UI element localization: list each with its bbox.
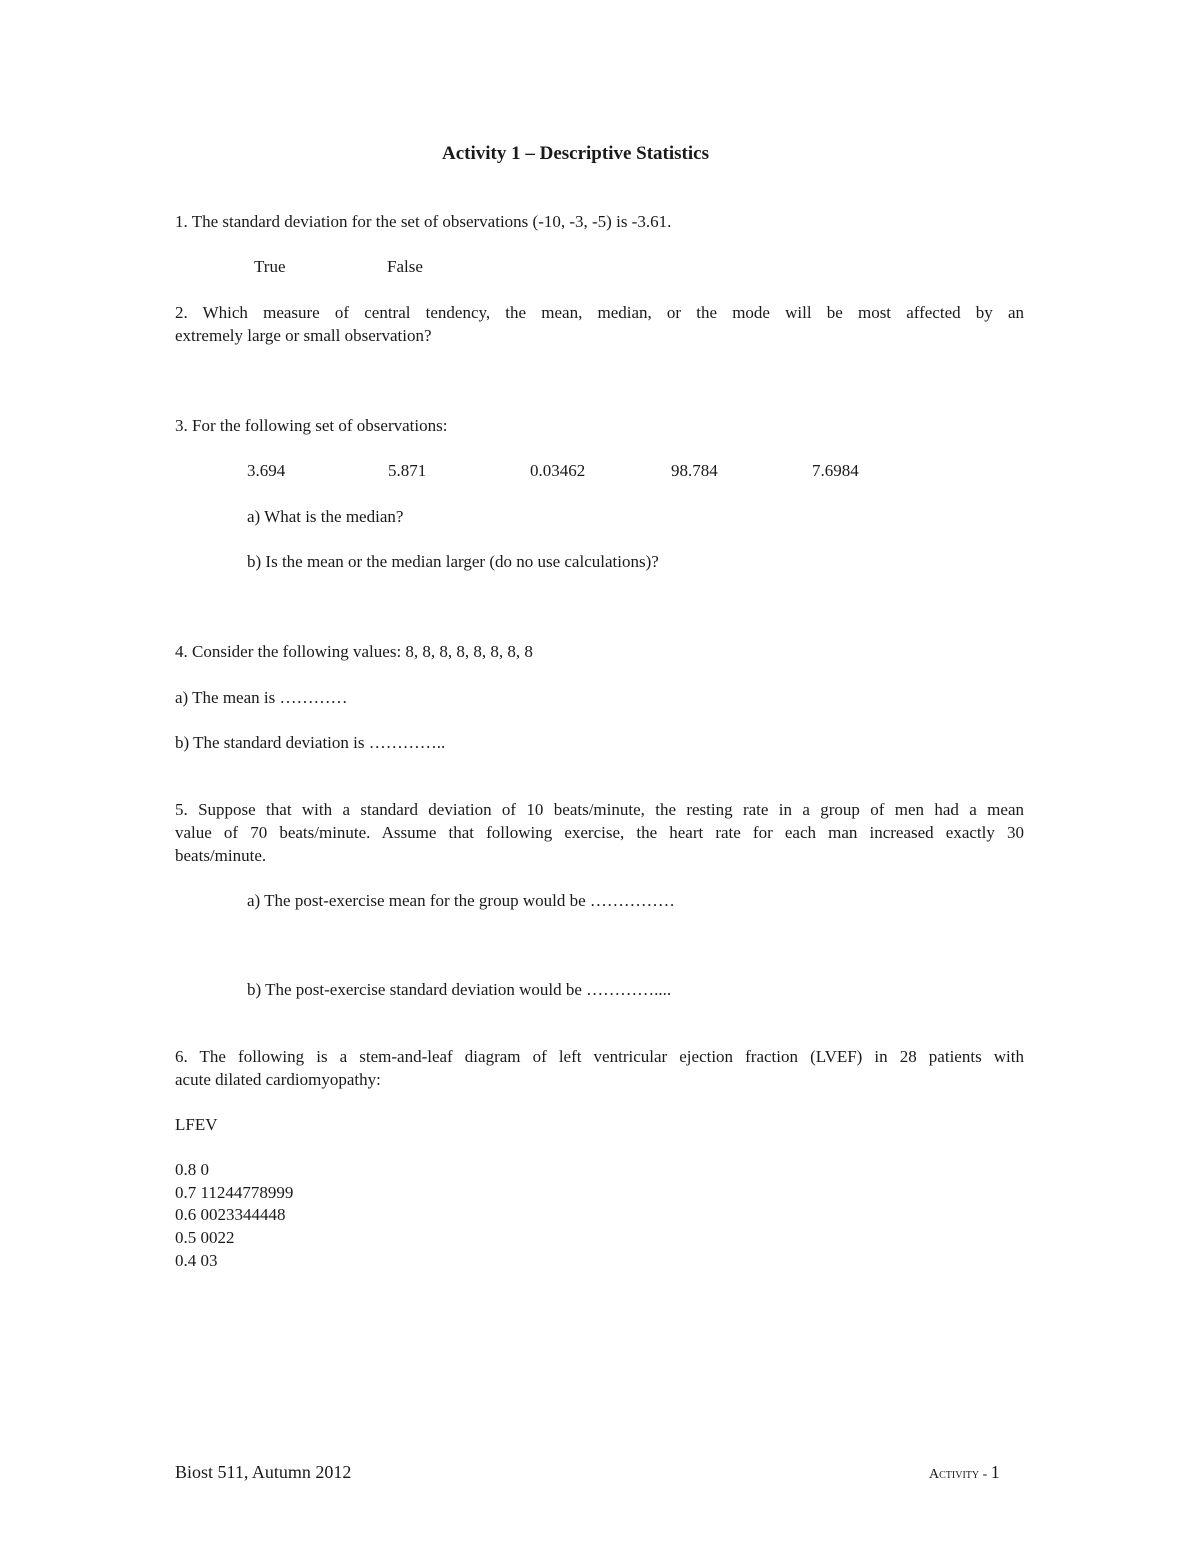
question-3b: b) Is the mean or the median larger (do no use calculations)? (247, 552, 659, 571)
question-5-line-2: value of 70 beats/minute. Assume that following exercise, the heart rate for each man increased exactly 30 (175, 823, 1024, 842)
option-false: False (387, 257, 423, 276)
question-2-line-2: extremely large or small observation? (175, 326, 432, 345)
observation-value: 3.694 (247, 461, 286, 480)
option-true: True (254, 257, 286, 276)
footer-separator: - (979, 1467, 991, 1482)
question-4b: b) The standard deviation is ………….. (175, 733, 446, 752)
question-5-line-1: 5. Suppose that with a standard deviation of 10 beats/minute, the resting rate in a group of men had a mean (175, 800, 1024, 819)
question-5-line-3: beats/minute. (175, 846, 267, 865)
stem-leaf-row: 0.4 03 (175, 1251, 218, 1270)
stem-leaf-row: 0.6 0023344448 (175, 1205, 286, 1224)
question-2-line-1: 2. Which measure of central tendency, the mean, median, or the mode will be most affected by an (175, 303, 1024, 322)
stem-leaf-row: 0.7 11244778999 (175, 1183, 294, 1202)
question-3a: a) What is the median? (247, 507, 404, 526)
question-4a: a) The mean is ………… (175, 688, 348, 707)
question-6-line-2: acute dilated cardiomyopathy: (175, 1070, 381, 1089)
stem-leaf-row: 0.5 0022 (175, 1228, 235, 1247)
question-3-text: 3. For the following set of observations: (175, 416, 448, 435)
observation-value: 98.784 (671, 461, 718, 480)
question-6-line-1: 6. The following is a stem-and-leaf diagram of left ventricular ejection fraction (LVEF) in 28 patients with (175, 1047, 1024, 1066)
footer-activity-label: Activity (929, 1467, 980, 1482)
question-5b: b) The post-exercise standard deviation would be ………….... (247, 980, 672, 999)
question-1-text: 1. The standard deviation for the set of observations (-10, -3, -5) is -3.61. (175, 212, 672, 231)
observation-value: 7.6984 (812, 461, 859, 480)
question-4-text: 4. Consider the following values: 8, 8, 8, 8, 8, 8, 8, 8 (175, 642, 533, 661)
question-5a: a) The post-exercise mean for the group would be …………… (247, 891, 675, 910)
stem-leaf-label: LFEV (175, 1115, 218, 1134)
page-number: 1 (990, 1462, 1000, 1482)
page-title: Activity 1 – Descriptive Statistics (442, 143, 709, 164)
footer-right (929, 1461, 1000, 1486)
footer-left: Biost 511, Autumn 2012 (175, 1462, 352, 1482)
stem-leaf-row: 0.8 0 (175, 1160, 209, 1179)
observation-value: 5.871 (388, 461, 427, 480)
observation-value: 0.03462 (530, 461, 586, 480)
